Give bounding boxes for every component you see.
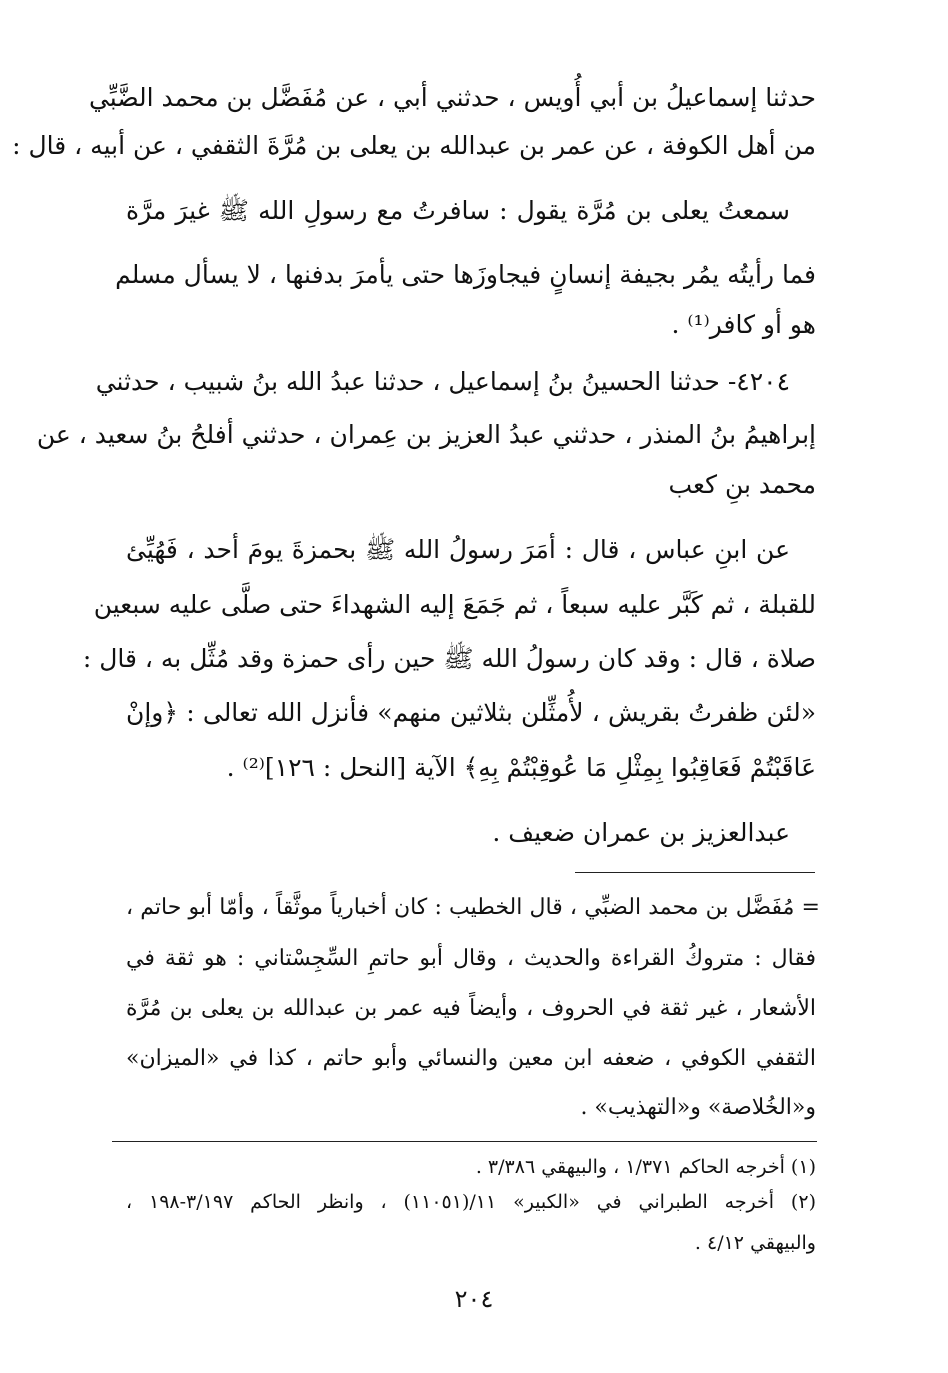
body-line: حدثنا إسماعيلُ بن أبي أُويس ، حدثني أبي ، عن مُفَضَّل بن محمد الضَّبِّي [88,83,816,112]
footnote-2: (٢) أخرجه الطبراني في «الكبير» ١١/(١١٠٥١) ، وانظر الحاكم ٣/١٩٧-١٩٨ ، [126,1191,816,1213]
hadith-number-line: ٤٢٠٤- حدثنا الحسينُ بنُ إسماعيل ، حدثنا عبدُ الله بنُ شبيب ، حدثني [95,367,790,396]
body-line: محمد بنِ كعب [668,470,816,499]
page-number: ٢٠٤ [454,1285,494,1313]
body-line: إبراهيمُ بنُ المنذر ، حدثني عبدُ العزيز بن عِمران ، حدثني أفلحُ بنُ سعيد ، عن [36,420,816,449]
body-line: صلاة ، قال : وقد كان رسولُ الله ﷺ حين رأى حمزة وقد مُثِّل به ، قال : [82,644,816,673]
grading-note: عبدالعزيز بن عمران ضعيف . [492,818,790,847]
body-line: فما رأيتُه يمُر بجيفة إنسانٍ فيجاوزَها حتى يأمرَ بدفنها ، لا يسأل مسلم [115,260,816,289]
note-line: الأشعار ، غير ثقة في الحروف ، وأيضاً فيه عمر بن عبدالله بن يعلى بن مُرَّة [126,996,816,1021]
note-line: فقال : متروكُ القراءة والحديث ، وقال أبو حاتمِ السِّجِسْتاني : هو ثقة في [126,946,816,971]
body-line: هو أو كافر⁽¹⁾ . [671,310,816,339]
note-separator-rule [575,872,815,873]
footnote-2-continuation: والبيهقي ٤/١٢ . [694,1232,816,1254]
body-line: من أهل الكوفة ، عن عمر بن عبدالله بن يعلى بن مُرَّةَ الثقفي ، عن أبيه ، قال : [12,131,816,160]
body-line: للقبلة ، ثم كَبَّر عليه سبعاً ، ثم جَمَعَ إليه الشهداءَ حتى صلَّى عليه سبعين [93,590,816,619]
quran-quote-line: «لئن ظفرتُ بقريش ، لأُمثِّلن بثلاثين منهم» فأنزل الله تعالى : ﴿وإنْ [126,698,816,727]
note-line: و«الخُلاصة» و«التهذيب» . [580,1095,816,1120]
note-line: = مُفَضَّل بن محمد الضبِّي ، قال الخطيب : كان أخبارياً موثَّقاً ، وأمّا أبو حاتم ، [126,895,820,920]
quran-quote-line: عَاقَبْتُمْ فَعَاقِبُوا بِمِثْلِ مَا عُوقِبْتُمْ بِهِ﴾ الآية [النحل : ١٢٦]⁽²⁾ . [226,753,816,782]
note-line: الثقفي الكوفي ، ضعفه ابن معين والنسائي وأبو حاتم ، كذا في «الميزان» [126,1046,816,1071]
footnote-1: (١) أخرجه الحاكم ١/٣٧١ ، والبيهقي ٣/٣٨٦ . [475,1156,816,1178]
footnote-separator-rule [112,1141,817,1142]
body-line: سمعتُ يعلى بن مُرَّة يقول : سافرتُ مع رسولِ الله ﷺ غيرَ مرَّة [126,196,790,225]
body-line: عن ابنِ عباس ، قال : أمَرَ رسولُ الله ﷺ بحمزةَ يومَ أحد ، فَهُيِّئ [126,535,790,564]
